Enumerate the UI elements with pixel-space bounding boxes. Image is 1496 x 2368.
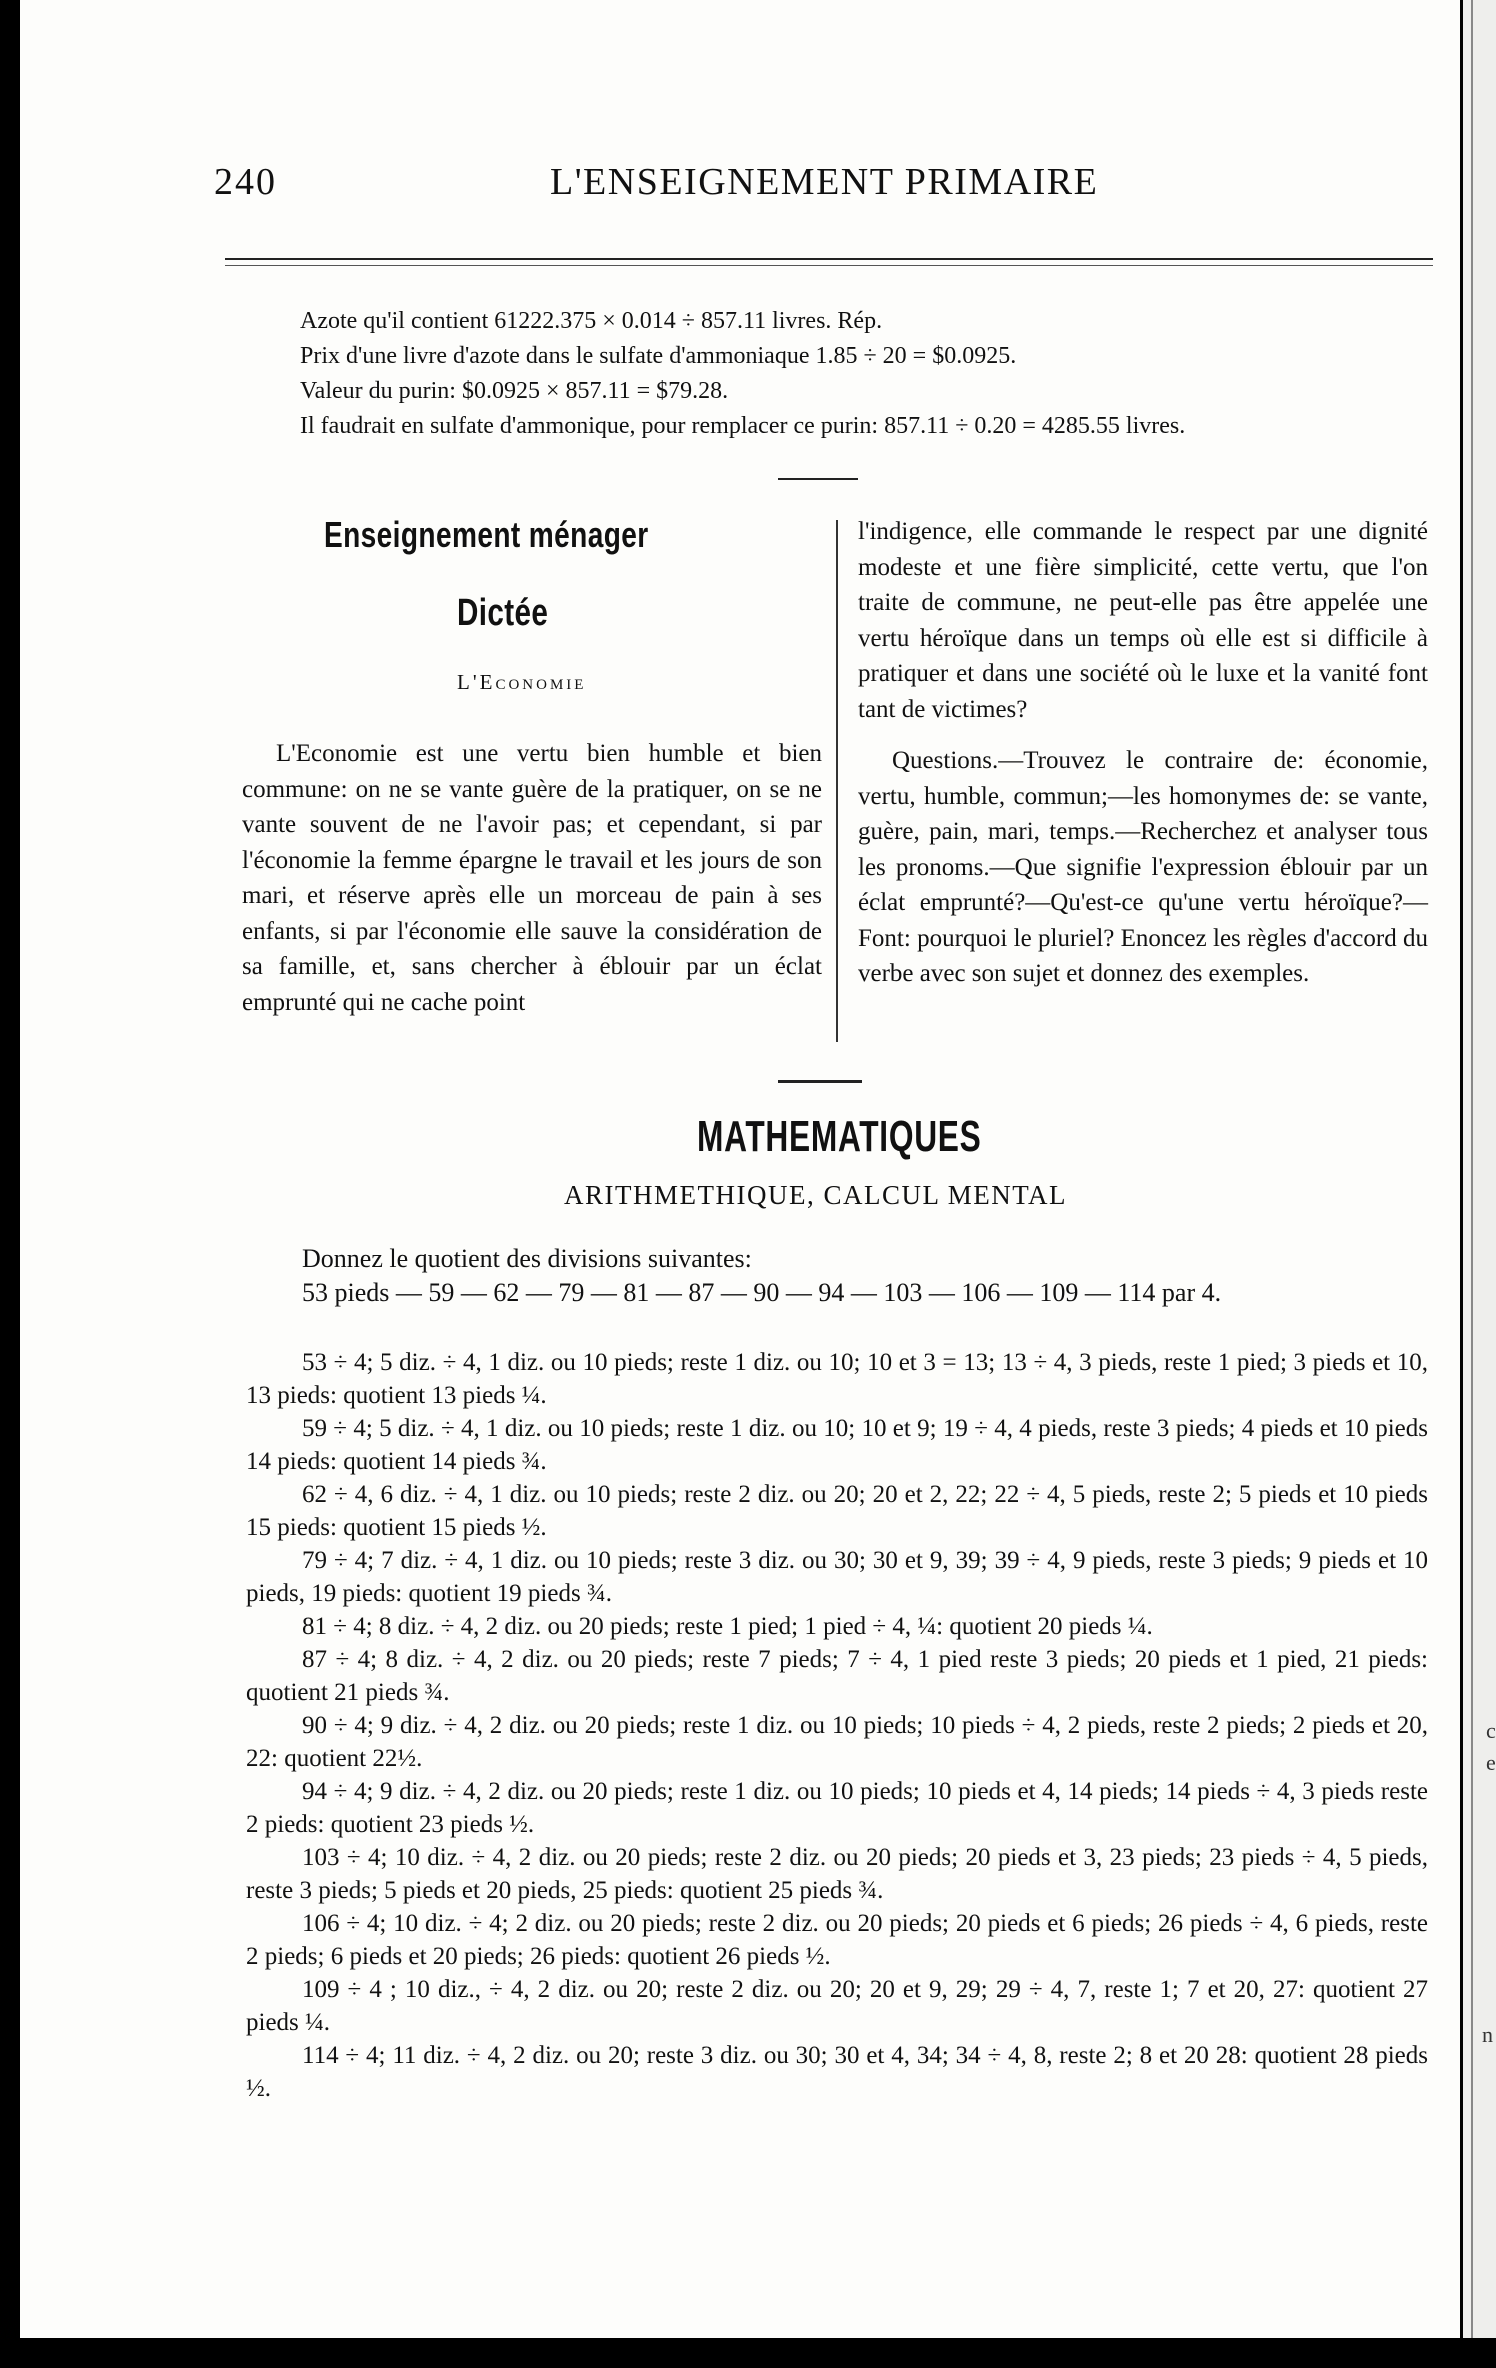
edge-letter: n bbox=[1482, 2022, 1493, 2047]
instruction-line: Donnez le quotient des divisions suivantes: bbox=[302, 1244, 752, 1273]
solution-paragraph: 114 ÷ 4; 11 diz. ÷ 4, 2 diz. ou 20; reste 3 diz. ou 30; 30 et 4, 34; 34 ÷ 4, 8, reste 2; 8 et 20 28: quotient 28 pieds ½. bbox=[246, 2042, 1428, 2102]
page-gutter-line bbox=[1471, 0, 1473, 2338]
book-page bbox=[20, 0, 1460, 2338]
solution-paragraph: 59 ÷ 4; 5 diz. ÷ 4, 1 diz. ou 10 pieds; reste 1 diz. ou 10; 10 et 9; 19 ÷ 4, 4 pieds, reste 3 pieds; 4 pieds et 10 pieds 14 pieds: quotient 14 pieds ¾. bbox=[246, 1415, 1428, 1475]
adjacent-page-edge bbox=[1463, 0, 1496, 2338]
calc-line: Il faudrait en sulfate d'ammonique, pour remplacer ce purin: 857.11 ÷ 0.20 = 4285.55 livres. bbox=[300, 413, 1186, 439]
solution-paragraph: 87 ÷ 4; 8 diz. ÷ 4, 2 diz. ou 20 pieds; reste 7 pieds; 7 ÷ 4, 1 pied reste 3 pieds; 20 pieds et 1 pied, 21 pieds: quotient 21 pieds ¾. bbox=[246, 1646, 1428, 1706]
edge-letter: e bbox=[1486, 1750, 1496, 1775]
dictee-paragraph-continued: l'indigence, elle commande le respect par une dignité modeste et une fière simplicité, cette vertu, que l'on traite de commune, ne peut-elle pas être appelée une vertu héroïque dans un temps où elle est si difficile à pratiquer et dans une société où le luxe et la vanité font tant de victimes? bbox=[858, 518, 1428, 723]
solution-paragraph: 53 ÷ 4; 5 diz. ÷ 4, 1 diz. ou 10 pieds; reste 1 diz. ou 10; 10 et 3 = 13; 13 ÷ 4, 3 pieds, reste 1 pied; 3 pieds et 10, 13 pieds: quotient 13 pieds ¼. bbox=[246, 1349, 1428, 1409]
math-title: MATHEMATIQUES bbox=[697, 1112, 982, 1161]
questions-paragraph: Questions.—Trouvez le contraire de: économie, vertu, humble, commun;—les homonymes de: se vante, guère, pain, mari, temps.—Recherchez et analyser tous les pronoms.—Que signifie l'expression éblouir par un éclat emprunté?—Qu'est-ce qu'une vertu héroïque?—Font: pourquoi le pluriel? Enoncez les règles d'accord du verbe avec son sujet et donnez des exemples. bbox=[858, 747, 1428, 987]
math-instruction bbox=[302, 1242, 1221, 1310]
calc-line: Azote qu'il contient 61222.375 × 0.014 ÷ 857.11 livres. Rép. bbox=[300, 308, 883, 334]
column-divider bbox=[836, 520, 838, 1042]
solution-paragraph: 79 ÷ 4; 7 diz. ÷ 4, 1 diz. ou 10 pieds; reste 3 diz. ou 30; 30 et 9, 39; 39 ÷ 4, 9 pieds, reste 3 pieds; 9 pieds et 10 pieds, 19 pieds: quotient 19 pieds ¾. bbox=[246, 1547, 1428, 1607]
solution-paragraph: 94 ÷ 4; 9 diz. ÷ 4, 2 diz. ou 20 pieds; reste 1 diz. ou 10 pieds; 10 pieds et 4, 14 pieds; 14 pieds ÷ 4, 3 pieds reste 2 pieds: quotient 23 pieds ½. bbox=[246, 1778, 1428, 1838]
math-subtitle: ARITHMETHIQUE, CALCUL MENTAL bbox=[564, 1180, 1068, 1210]
dictee-column-right bbox=[858, 514, 1428, 992]
calc-line: Prix d'une livre d'azote dans le sulfate d'ammoniaque 1.85 ÷ 20 = $0.0925. bbox=[300, 343, 1017, 369]
section-divider bbox=[778, 478, 858, 480]
solution-paragraph: 106 ÷ 4; 10 diz. ÷ 4; 2 diz. ou 20 pieds; reste 2 diz. ou 20 pieds; 20 pieds et 6 pieds; 26 pieds ÷ 4, 6 pieds, reste 2 pieds; 6 pieds et 20 pieds; 26 pieds: quotient 26 pieds ½. bbox=[246, 1910, 1428, 1970]
page-number: 240 bbox=[214, 161, 277, 203]
dictee-column-left bbox=[242, 736, 822, 1020]
solution-paragraph: 109 ÷ 4 ; 10 diz., ÷ 4, 2 diz. ou 20; reste 2 diz. ou 20; 20 et 9, 29; 29 ÷ 4, 7, reste 1; 7 et 20, 27: quotient 27 pieds ¼. bbox=[246, 1976, 1428, 2036]
solution-paragraph: 81 ÷ 4; 8 diz. ÷ 4, 2 diz. ou 20 pieds; reste 1 pied; 1 pied ÷ 4, ¼: quotient 20 pieds ¼. bbox=[302, 1613, 1153, 1640]
division-list: 53 pieds — 59 — 62 — 79 — 81 — 87 — 90 — 94 — 103 — 106 — 109 — 114 par 4. bbox=[302, 1278, 1222, 1307]
solution-paragraph: 103 ÷ 4; 10 diz. ÷ 4, 2 diz. ou 20 pieds; reste 2 diz. ou 20 pieds; 20 pieds et 3, 23 pieds; 23 pieds ÷ 4, 5 pieds, reste 3 pieds; 5 pieds et 20 pieds, 25 pieds: quotient 25 pieds ¾. bbox=[246, 1844, 1428, 1904]
edge-letter: c bbox=[1486, 1718, 1496, 1743]
dictee-paragraph: L'Economie est une vertu bien humble et bien commune: on ne se vante guère de la pratiquer, on se ne vante souvent de ne l'avoir pas; et cependant, si par l'économie la femme épargne le travail et les jours de son mari, et réserve après elle un morceau de pain à ses enfants, si par l'économie elle sauve la considération de sa famille, et, sans chercher à éblouir par un éclat emprunté qui ne cache point bbox=[242, 740, 822, 1016]
section-title: Enseignement ménager bbox=[324, 514, 649, 555]
text-title: L'Economie bbox=[457, 670, 587, 694]
solution-paragraph: 62 ÷ 4, 6 diz. ÷ 4, 1 diz. ou 10 pieds; reste 2 diz. ou 20; 20 et 2, 22; 22 ÷ 4, 5 pieds, reste 2; 5 pieds et 10 pieds 15 pieds: quotient 15 pieds ½. bbox=[246, 1481, 1428, 1541]
dictee-title: Dictée bbox=[457, 592, 549, 634]
solution-paragraph: 90 ÷ 4; 9 diz. ÷ 4, 2 diz. ou 20 pieds; reste 1 diz. ou 10 pieds; 10 pieds ÷ 4, 2 pieds, reste 2 pieds; 2 pieds et 20, 22: quotient 22½. bbox=[246, 1712, 1428, 1772]
header-rule bbox=[225, 258, 1433, 266]
section-divider bbox=[778, 1080, 862, 1083]
page-header bbox=[20, 160, 1460, 220]
calc-line: Valeur du purin: $0.0925 × 857.11 = $79.28. bbox=[300, 378, 729, 404]
running-title: L'ENSEIGNEMENT PRIMAIRE bbox=[550, 161, 1099, 203]
solutions-block bbox=[246, 1346, 1428, 2105]
